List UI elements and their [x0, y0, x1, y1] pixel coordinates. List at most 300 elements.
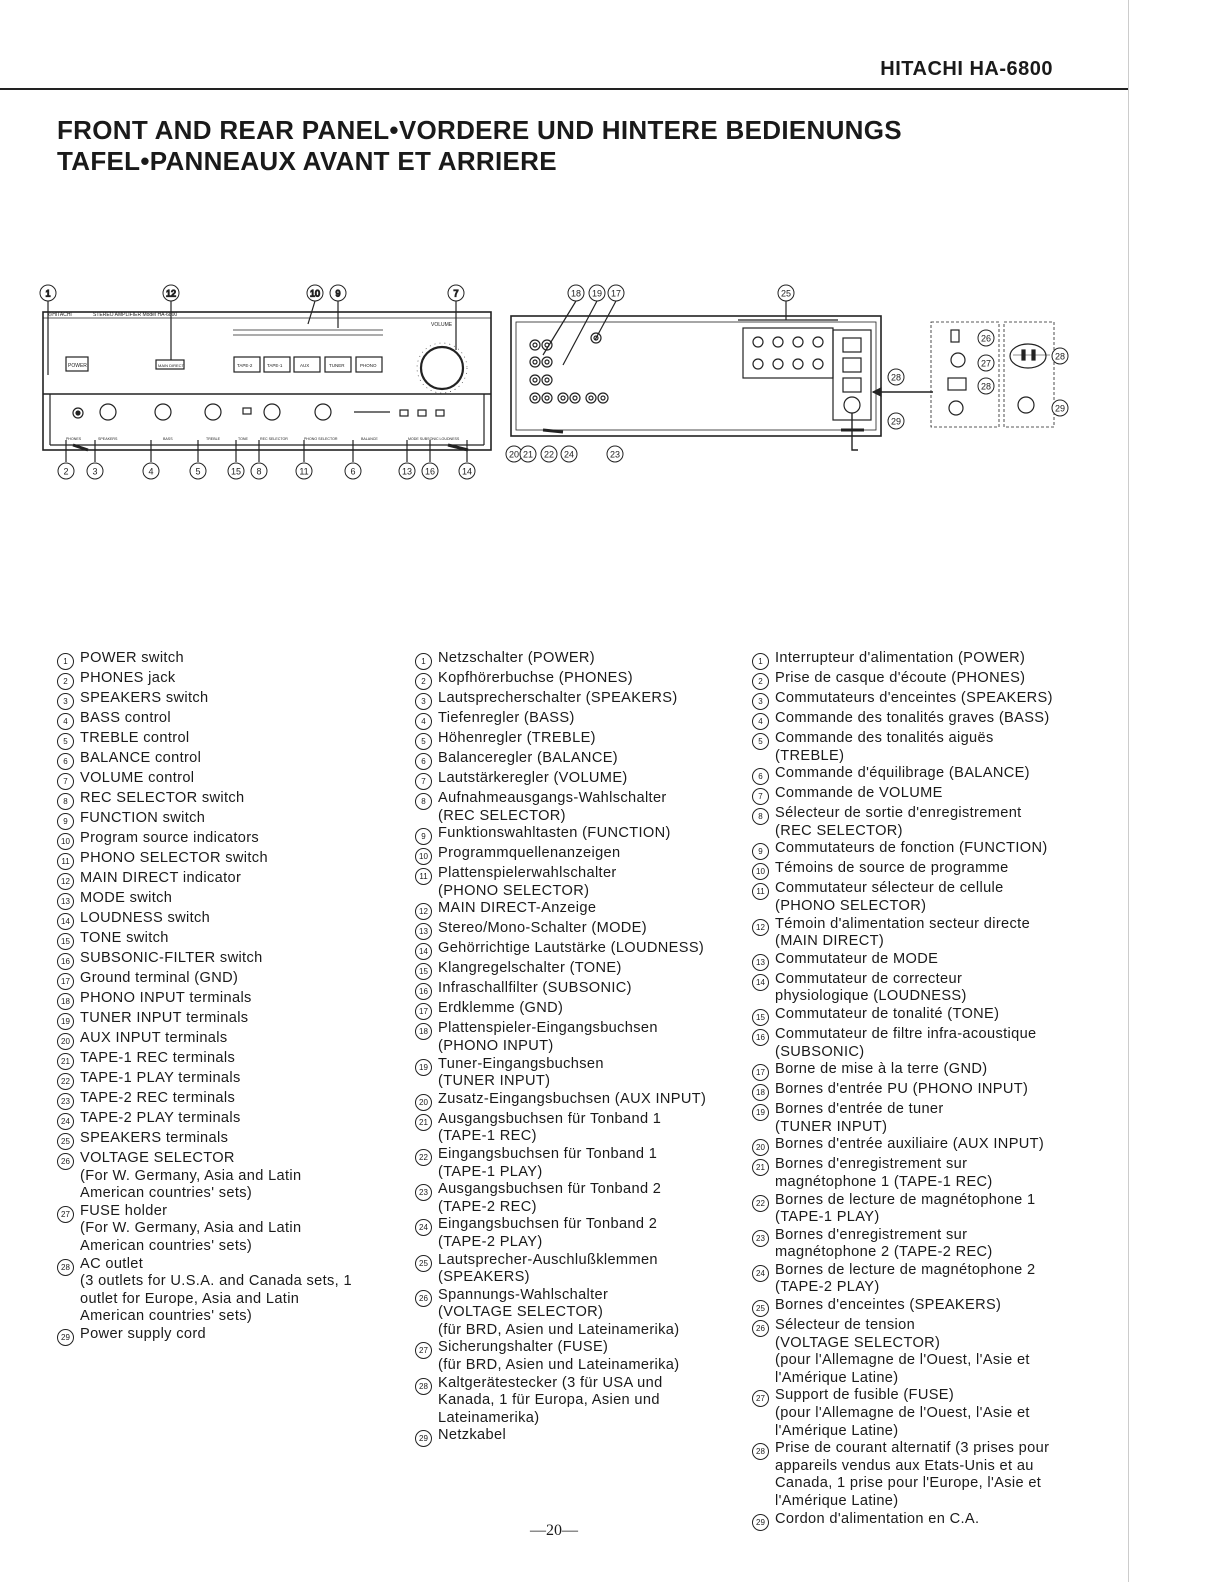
item-number-badge: 27 — [415, 1342, 432, 1359]
item-number-badge: 1 — [752, 653, 769, 670]
function-button-label: PHONO — [360, 363, 377, 368]
header-rule — [0, 88, 1128, 90]
legend-item — [752, 860, 1082, 880]
front-bottom-label: PHONES — [66, 437, 82, 441]
item-number-badge: 16 — [57, 953, 74, 970]
item-number-badge: 15 — [752, 1009, 769, 1026]
rear-callout-bottom — [541, 446, 557, 462]
legend-item — [415, 900, 735, 920]
callout-number: 24 — [563, 449, 575, 460]
rear-callout-top — [778, 285, 794, 301]
callout-number: 18 — [570, 288, 582, 299]
legend-item — [57, 670, 387, 690]
callout-number: 15 — [230, 466, 242, 477]
item-text: Lautstärkeregler (VOLUME) — [438, 770, 628, 786]
item-number-badge: 3 — [752, 693, 769, 710]
item-text: Bornes de lecture de magnétophone 1 (TAPE-1 PLAY) — [775, 1191, 1036, 1226]
item-number-badge: 25 — [415, 1255, 432, 1272]
legend-item — [415, 1146, 735, 1181]
callout-number: 6 — [350, 466, 356, 477]
item-text: Commande d'équilibrage (BALANCE) — [775, 765, 1030, 782]
item-text: AUX INPUT terminals — [80, 1030, 228, 1046]
item-text: Bornes d'enregistrement sur magnétophone 2 (TAPE-2 REC) — [775, 1226, 993, 1261]
item-number-badge: 20 — [57, 1033, 74, 1050]
item-number-badge: 7 — [415, 773, 432, 790]
legend-item — [415, 1181, 735, 1216]
legend-item — [415, 960, 735, 980]
item-text: TAPE-1 REC terminals — [80, 1050, 236, 1066]
item-number-badge: 19 — [57, 1013, 74, 1030]
item-text: REC SELECTOR switch — [80, 790, 245, 806]
item-number-badge: 11 — [752, 883, 769, 900]
legend-item — [752, 1297, 1082, 1317]
callout-number: 16 — [424, 466, 436, 477]
item-number-badge: 24 — [752, 1265, 769, 1282]
item-number-badge: 21 — [752, 1159, 769, 1176]
callout-number: 28 — [890, 372, 902, 383]
callout-number: 13 — [401, 466, 413, 477]
item-number-badge: 18 — [57, 993, 74, 1010]
legend-item — [752, 1511, 1082, 1531]
front-callout-top — [448, 285, 464, 301]
item-text: Plattenspielerwahlschalter (PHONO SELECTOR) — [438, 865, 617, 899]
item-text: TONE switch — [80, 930, 169, 946]
function-button-label: TAPE-1 — [267, 363, 283, 368]
callout-number: 9 — [335, 288, 341, 299]
legend-item — [752, 1136, 1082, 1156]
legend-item — [415, 1056, 735, 1091]
legend-item — [57, 770, 387, 790]
item-number-badge: 29 — [752, 1514, 769, 1531]
legend-item — [415, 1252, 735, 1287]
item-number-badge: 4 — [752, 713, 769, 730]
item-number-badge: 11 — [415, 868, 432, 885]
legend-item — [415, 1287, 735, 1340]
legend-item — [752, 1101, 1082, 1136]
item-text: Témoins de source de programme — [775, 860, 1009, 877]
callout-number: 17 — [610, 288, 622, 299]
item-text: Kaltgerätestecker (3 für USA und Kanada, 1 für Europa, Asien und Lateinamerika) — [438, 1374, 663, 1426]
item-text: Commande de VOLUME — [775, 785, 943, 802]
item-text: POWER switch — [80, 650, 184, 666]
front-callout-top — [40, 285, 56, 301]
item-text: Aufnahmeausgangs-Wahlschalter (REC SELECTOR) — [438, 790, 667, 824]
callout-number: 12 — [165, 288, 177, 299]
item-number-badge: 24 — [57, 1113, 74, 1130]
item-text: Zusatz-Eingangsbuchsen (AUX INPUT) — [438, 1090, 707, 1107]
legend-item — [415, 1111, 735, 1146]
item-text: VOLTAGE SELECTOR (For W. Germany, Asia and Latin American countries' sets) — [80, 1150, 302, 1202]
legend-item — [415, 825, 735, 845]
callout-number: 28 — [1054, 351, 1066, 362]
item-number-badge: 13 — [415, 923, 432, 940]
rear-callout-top — [608, 285, 624, 301]
item-number-badge: 2 — [415, 673, 432, 690]
legend-item — [752, 840, 1082, 860]
item-number-badge: 14 — [57, 913, 74, 930]
legend-item — [57, 1090, 387, 1110]
callout-number: 1 — [45, 288, 51, 299]
front-bottom-label: PHONO SELECTOR — [304, 437, 338, 441]
legend-item — [57, 750, 387, 770]
legend-item — [57, 950, 387, 970]
front-panel-labels — [48, 312, 460, 441]
item-text: Bornes d'entrée de tuner (TUNER INPUT) — [775, 1101, 944, 1135]
item-number-badge: 23 — [752, 1230, 769, 1247]
item-number-badge: 1 — [415, 653, 432, 670]
function-button-label: AUX — [300, 363, 310, 368]
legend-item — [415, 1427, 735, 1447]
item-number-badge: 11 — [57, 853, 74, 870]
legend-item — [752, 1081, 1082, 1101]
legend-item — [415, 670, 735, 690]
legend-item — [415, 690, 735, 710]
front-callout-bottom — [296, 463, 312, 479]
item-text: Commutateurs de fonction (FUNCTION) — [775, 840, 1048, 857]
item-text: Lautsprecherschalter (SPEAKERS) — [438, 690, 678, 706]
item-number-badge: 3 — [57, 693, 74, 710]
item-text: Plattenspieler-Eingangsbuchsen (PHONO INPUT) — [438, 1020, 658, 1054]
item-number-badge: 1 — [57, 653, 74, 670]
legend-item — [415, 980, 735, 1000]
front-callout-bottom — [87, 463, 103, 479]
item-number-badge: 9 — [415, 828, 432, 845]
legend-english — [57, 650, 387, 1346]
item-number-badge: 5 — [57, 733, 74, 750]
item-number-badge: 4 — [57, 713, 74, 730]
item-text: Commande des tonalités graves (BASS) — [775, 710, 1050, 726]
legend-item — [415, 650, 735, 670]
item-number-badge: 5 — [415, 733, 432, 750]
item-number-badge: 28 — [57, 1259, 74, 1276]
item-text: BALANCE control — [80, 750, 202, 766]
item-text: Eingangsbuchsen für Tonband 1 (TAPE-1 PLAY) — [438, 1145, 658, 1180]
item-number-badge: 17 — [57, 973, 74, 990]
item-text: Balanceregler (BALANCE) — [438, 750, 619, 766]
legend-item — [752, 1440, 1082, 1510]
legend-item — [57, 730, 387, 750]
item-number-badge: 26 — [752, 1320, 769, 1337]
item-text: MAIN DIRECT-Anzeige — [438, 900, 597, 917]
legend-item — [57, 1326, 387, 1346]
item-text: Netzschalter (POWER) — [438, 650, 596, 666]
item-number-badge: 14 — [752, 974, 769, 991]
legend-item — [57, 710, 387, 730]
legend-item — [752, 880, 1082, 915]
item-text: Bornes d'enregistrement sur magnétophone 1 (TAPE-1 REC) — [775, 1156, 993, 1190]
item-text: Erdklemme (GND) — [438, 1000, 564, 1017]
item-text: SPEAKERS switch — [80, 690, 209, 706]
legend-item — [415, 710, 735, 730]
page-number: —20— — [530, 1522, 578, 1539]
front-bottom-label: MODE SUBSONIC LOUDNESS — [408, 437, 460, 441]
item-text: Cordon d'alimentation en C.A. — [775, 1510, 980, 1527]
item-number-badge: 6 — [57, 753, 74, 770]
item-number-badge: 28 — [752, 1443, 769, 1460]
item-number-badge: 25 — [752, 1300, 769, 1317]
legend-item — [415, 1339, 735, 1374]
legend-german — [415, 650, 735, 1447]
item-text: Sicherungshalter (FUSE) (für BRD, Asien und Lateinamerika) — [438, 1339, 680, 1374]
item-number-badge: 22 — [752, 1195, 769, 1212]
item-text: TAPE-2 REC terminals — [80, 1090, 236, 1106]
item-text: Prise de courant alternatif (3 prises pour appareils vendus aux Etats-Unis et au Canada, 1 prise pour l'Europe, l'Asie et l'Amérique Latine) — [775, 1440, 1050, 1509]
front-callout-bottom — [422, 463, 438, 479]
item-number-badge: 24 — [415, 1219, 432, 1236]
legend-item — [752, 1156, 1082, 1191]
callout-number: 2 — [63, 466, 69, 477]
item-text: Gehörrichtige Lautstärke (LOUDNESS) — [438, 940, 705, 957]
callout-number: 19 — [591, 288, 603, 299]
front-callout-top — [163, 285, 179, 301]
item-text: Klangregelschalter (TONE) — [438, 960, 622, 977]
legend-item — [57, 870, 387, 890]
callout-number: 11 — [299, 466, 309, 477]
item-number-badge: 12 — [415, 903, 432, 920]
legend-item — [415, 770, 735, 790]
title-line-1: FRONT AND REAR PANEL•VORDERE UND HINTERE BEDIENUNGS — [57, 115, 902, 145]
front-callout-bottom — [143, 463, 159, 479]
legend-item — [415, 1020, 735, 1055]
legend-item — [752, 971, 1082, 1006]
item-number-badge: 2 — [752, 673, 769, 690]
item-text: AC outlet (3 outlets for U.S.A. and Canada sets, 1 outlet for Europe, Asia and Latin American countries' sets) — [80, 1255, 352, 1325]
item-text: TAPE-1 PLAY terminals — [80, 1070, 241, 1086]
item-number-badge: 26 — [415, 1290, 432, 1307]
legend-item — [752, 765, 1082, 785]
front-model-text: STEREO AMPLIFIER Model HA-6800 — [93, 312, 178, 318]
item-text: Ground terminal (GND) — [80, 970, 239, 986]
item-text: FUNCTION switch — [80, 810, 206, 826]
callout-number: 25 — [780, 288, 792, 299]
legend-item — [415, 730, 735, 750]
legend-item — [752, 951, 1082, 971]
item-text: Bornes d'entrée PU (PHONO INPUT) — [775, 1081, 1029, 1098]
callout-number: 27 — [980, 358, 992, 369]
item-number-badge: 4 — [415, 713, 432, 730]
item-text: Kopfhörerbuchse (PHONES) — [438, 670, 633, 686]
item-text: Programmquellenanzeigen — [438, 845, 621, 862]
front-callout-bottom — [345, 463, 361, 479]
legend-item — [57, 830, 387, 850]
legend-item — [752, 730, 1082, 765]
front-callout-top — [330, 285, 346, 301]
item-text: PHONO SELECTOR switch — [80, 850, 268, 866]
rear-callout-right — [888, 369, 904, 385]
panel-diagram — [38, 280, 1078, 485]
callout-number: 28 — [980, 381, 992, 392]
legend-item — [57, 930, 387, 950]
rear-callout-bottom — [520, 446, 536, 462]
callout-number: 29 — [890, 416, 902, 427]
front-bottom-label: TREBLE — [206, 437, 220, 441]
item-text: Bornes d'entrée auxiliaire (AUX INPUT) — [775, 1136, 1045, 1153]
item-text: VOLUME control — [80, 770, 195, 786]
legend-item — [57, 690, 387, 710]
item-number-badge: 29 — [415, 1430, 432, 1447]
item-text: Bornes de lecture de magnétophone 2 (TAPE-2 PLAY) — [775, 1261, 1036, 1296]
callout-number: 3 — [92, 466, 98, 477]
item-text: SPEAKERS terminals — [80, 1130, 229, 1146]
item-number-badge: 7 — [752, 788, 769, 805]
callout-number: 4 — [148, 466, 154, 477]
legend-item — [57, 1110, 387, 1130]
front-callout-bottom — [251, 463, 267, 479]
item-text: Prise de casque d'écoute (PHONES) — [775, 670, 1026, 686]
item-number-badge: 12 — [752, 919, 769, 936]
callout-number: 8 — [256, 466, 262, 477]
front-callout-bottom — [459, 463, 475, 479]
legend-french — [752, 650, 1082, 1531]
front-volume-label: VOLUME — [431, 322, 453, 328]
item-text: MAIN DIRECT indicator — [80, 870, 242, 886]
item-number-badge: 14 — [415, 943, 432, 960]
legend-item — [752, 1192, 1082, 1227]
legend-item — [752, 1006, 1082, 1026]
item-text: TAPE-2 PLAY terminals — [80, 1110, 241, 1126]
front-bottom-label: SPEAKERS — [98, 437, 118, 441]
legend-item — [752, 1227, 1082, 1262]
item-number-badge: 5 — [752, 733, 769, 750]
item-number-badge: 18 — [415, 1023, 432, 1040]
item-text: Tiefenregler (BASS) — [438, 710, 575, 726]
legend-item — [752, 1387, 1082, 1440]
function-button-label: TUNER — [329, 363, 345, 368]
legend-item — [415, 750, 735, 770]
callout-number: 22 — [543, 449, 555, 460]
item-text: Höhenregler (TREBLE) — [438, 730, 596, 746]
legend-item — [57, 890, 387, 910]
rear-callout-bottom — [607, 446, 623, 462]
item-number-badge: 23 — [57, 1093, 74, 1110]
rear-callout-right — [978, 355, 994, 371]
item-text: Commutateur de MODE — [775, 950, 939, 967]
front-brand: ⊙HITACHI — [48, 312, 72, 318]
legend-item — [415, 940, 735, 960]
legend-item — [752, 805, 1082, 840]
item-text: Infraschallfilter (SUBSONIC) — [438, 980, 632, 997]
item-number-badge: 17 — [752, 1064, 769, 1081]
item-text: PHONO INPUT terminals — [80, 990, 252, 1006]
rear-callout-top — [568, 285, 584, 301]
item-text: Eingangsbuchsen für Tonband 2 (TAPE-2 PLAY) — [438, 1216, 658, 1250]
front-bottom-label: BASS — [163, 437, 173, 441]
legend-item — [57, 790, 387, 810]
item-number-badge: 13 — [752, 954, 769, 971]
rear-callout-right — [1052, 400, 1068, 416]
item-text: Commutateur sélecteur de cellule (PHONO SELECTOR) — [775, 880, 1004, 914]
front-callout-bottom — [190, 463, 206, 479]
item-text: BASS control — [80, 710, 171, 726]
legend-item — [57, 1010, 387, 1030]
legend-item — [752, 670, 1082, 690]
item-text: Power supply cord — [80, 1325, 206, 1342]
rear-panel-illustration — [511, 301, 1054, 450]
item-number-badge: 25 — [57, 1133, 74, 1150]
item-number-badge: 17 — [415, 1003, 432, 1020]
legend-item — [415, 1091, 735, 1111]
rear-callout-right — [978, 330, 994, 346]
callout-number: 5 — [195, 466, 201, 477]
item-text: MODE switch — [80, 890, 173, 906]
callout-number: 29 — [1054, 403, 1066, 414]
legend-item — [57, 810, 387, 830]
legend-item — [57, 1256, 387, 1326]
item-number-badge: 10 — [752, 863, 769, 880]
item-number-badge: 10 — [415, 848, 432, 865]
legend-item — [57, 1150, 387, 1203]
item-text: Netzkabel — [438, 1427, 507, 1444]
item-text: TUNER INPUT terminals — [80, 1010, 249, 1026]
front-bottom-label: REC SELECTOR — [260, 437, 288, 441]
item-number-badge: 19 — [415, 1059, 432, 1076]
item-number-badge: 21 — [415, 1114, 432, 1131]
callout-number: 26 — [980, 333, 992, 344]
item-text: Bornes d'enceintes (SPEAKERS) — [775, 1297, 1002, 1314]
legend-item — [752, 1262, 1082, 1297]
legend-item — [415, 1375, 735, 1428]
item-text: Sélecteur de tension (VOLTAGE SELECTOR) (pour l'Allemagne de l'Ouest, l'Asie et l'Amérique Latine) — [775, 1317, 1030, 1386]
front-callout-bottom — [58, 463, 74, 479]
item-text: LOUDNESS switch — [80, 910, 211, 926]
callout-number: 21 — [522, 449, 534, 460]
item-text: Funktionswahltasten (FUNCTION) — [438, 825, 671, 842]
item-text: Commutateur de correcteur physiologique (LOUDNESS) — [775, 970, 967, 1005]
item-text: Ausgangsbuchsen für Tonband 1 (TAPE-1 REC) — [438, 1110, 662, 1145]
item-number-badge: 22 — [415, 1149, 432, 1166]
item-text: Commande des tonalités aiguës (TREBLE) — [775, 730, 994, 764]
rear-callout-top — [589, 285, 605, 301]
item-number-badge: 21 — [57, 1053, 74, 1070]
item-text: Tuner-Eingangsbuchsen (TUNER INPUT) — [438, 1055, 604, 1090]
item-number-badge: 8 — [415, 793, 432, 810]
legend-item — [415, 790, 735, 825]
item-text: Program source indicators — [80, 830, 260, 846]
item-number-badge: 18 — [752, 1084, 769, 1101]
item-text: SUBSONIC-FILTER switch — [80, 950, 263, 966]
legend-item — [415, 1216, 735, 1251]
legend-item — [415, 865, 735, 900]
item-number-badge: 15 — [415, 963, 432, 980]
legend-item — [752, 1061, 1082, 1081]
legend-item — [57, 1050, 387, 1070]
item-text: Lautsprecher-Auschlußklemmen (SPEAKERS) — [438, 1251, 658, 1286]
legend-item — [415, 920, 735, 940]
front-main-direct-label: MAIN DIRECT — [158, 363, 184, 368]
item-number-badge: 3 — [415, 693, 432, 710]
item-number-badge: 27 — [752, 1390, 769, 1407]
legend-item — [57, 910, 387, 930]
callout-number: 14 — [461, 466, 473, 477]
item-number-badge: 26 — [57, 1153, 74, 1170]
legend-item — [415, 845, 735, 865]
item-number-badge: 15 — [57, 933, 74, 950]
item-number-badge: 13 — [57, 893, 74, 910]
item-text: Commutateurs d'enceintes (SPEAKERS) — [775, 690, 1053, 706]
front-bottom-label: BALANCE — [361, 437, 378, 441]
item-number-badge: 22 — [57, 1073, 74, 1090]
callout-number: 10 — [309, 288, 321, 299]
legend-item — [752, 1026, 1082, 1061]
legend-item — [752, 690, 1082, 710]
legend-item — [57, 850, 387, 870]
legend-item — [57, 990, 387, 1010]
legend-item — [57, 970, 387, 990]
item-text: Ausgangsbuchsen für Tonband 2 (TAPE-2 REC) — [438, 1181, 662, 1215]
legend-item — [752, 916, 1082, 951]
item-number-badge: 27 — [57, 1206, 74, 1223]
front-callout-top — [307, 285, 323, 301]
